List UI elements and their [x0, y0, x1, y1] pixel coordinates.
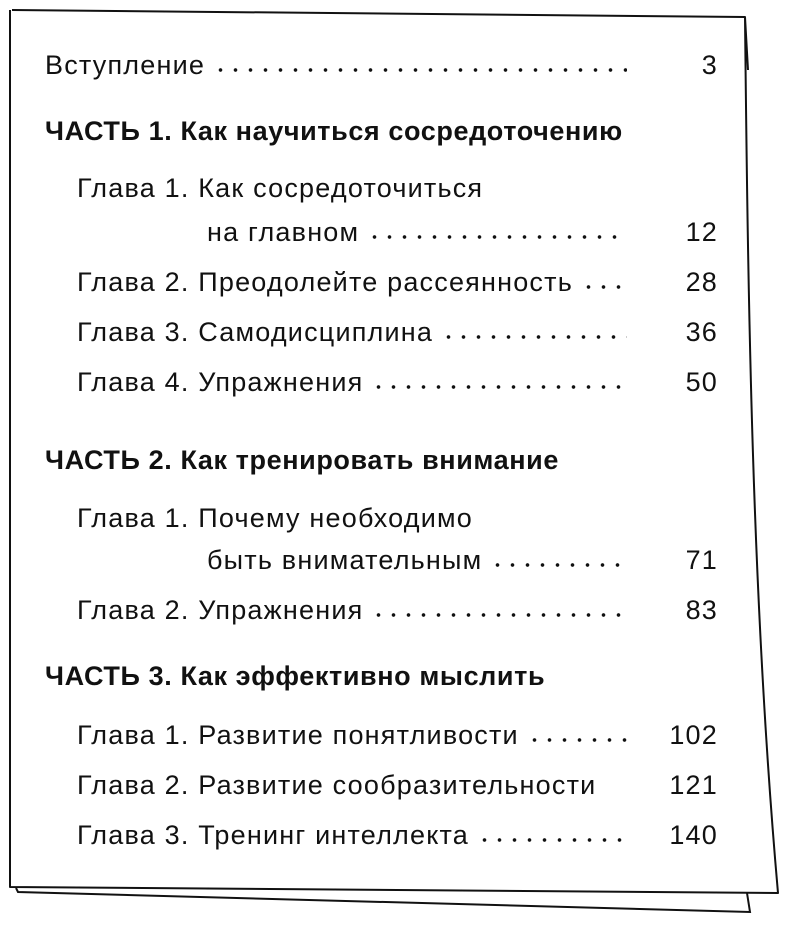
part-heading[interactable]	[0, 656, 790, 696]
page-number: 3	[701, 49, 718, 80]
part-title: ЧАСТЬ 1. Как научиться сосредоточению	[45, 115, 623, 146]
entry-title: быть внимательным	[207, 544, 483, 575]
toc-chapter[interactable]	[0, 312, 790, 352]
entry-title: Глава 1. Развитие понятливости	[77, 719, 519, 750]
part-title: ЧАСТЬ 3. Как эффективно мыслить	[45, 660, 546, 691]
entry-title: Глава 4. Упражнения	[77, 366, 364, 397]
entry-title: Вступление	[45, 49, 206, 80]
page-number: 28	[685, 266, 718, 297]
part-title: ЧАСТЬ 2. Как тренировать внимание	[45, 444, 559, 475]
dot-leader	[490, 563, 627, 567]
dot-leader	[441, 335, 627, 339]
toc-chapter[interactable]	[0, 362, 790, 402]
entry-title: Глава 3. Самодисциплина	[77, 316, 434, 347]
page-number: 102	[669, 719, 718, 750]
page-number: 71	[685, 544, 718, 575]
toc-chapter[interactable]	[0, 262, 790, 302]
dot-leader	[213, 68, 627, 72]
dot-leader	[367, 235, 627, 239]
part-heading[interactable]	[0, 111, 790, 151]
toc-chapter-cont[interactable]	[0, 212, 790, 252]
entry-title: Глава 2. Упражнения	[77, 594, 364, 625]
page-number: 83	[685, 594, 718, 625]
entry-title: Глава 2. Развитие сообразительности	[77, 769, 597, 800]
part-heading[interactable]	[0, 440, 790, 480]
entry-title: на главном	[207, 216, 360, 247]
page-number: 36	[685, 316, 718, 347]
toc-chapter-cont[interactable]	[0, 540, 790, 580]
entry-title: Глава 1. Почему необходимо	[77, 502, 473, 533]
page-number: 50	[685, 366, 718, 397]
page-number: 140	[669, 819, 718, 850]
toc-chapter[interactable]	[0, 765, 790, 805]
toc-chapter[interactable]	[0, 168, 790, 208]
entry-title: Глава 3. Тренинг интеллекта	[77, 819, 470, 850]
page-number: 12	[685, 216, 718, 247]
entry-title: Глава 1. Как сосредоточиться	[77, 172, 484, 203]
toc-chapter[interactable]	[0, 715, 790, 755]
dot-leader	[581, 285, 627, 289]
entry-title: Глава 2. Преодолейте рассеянность	[77, 266, 573, 297]
toc-intro[interactable]	[0, 45, 790, 85]
toc-chapter[interactable]	[0, 815, 790, 855]
dot-leader	[371, 385, 627, 389]
toc-chapter[interactable]	[0, 590, 790, 630]
dot-leader	[477, 838, 627, 842]
toc-chapter[interactable]	[0, 498, 790, 538]
dot-leader	[371, 613, 627, 617]
page-number: 121	[669, 769, 718, 800]
dot-leader	[527, 738, 627, 742]
